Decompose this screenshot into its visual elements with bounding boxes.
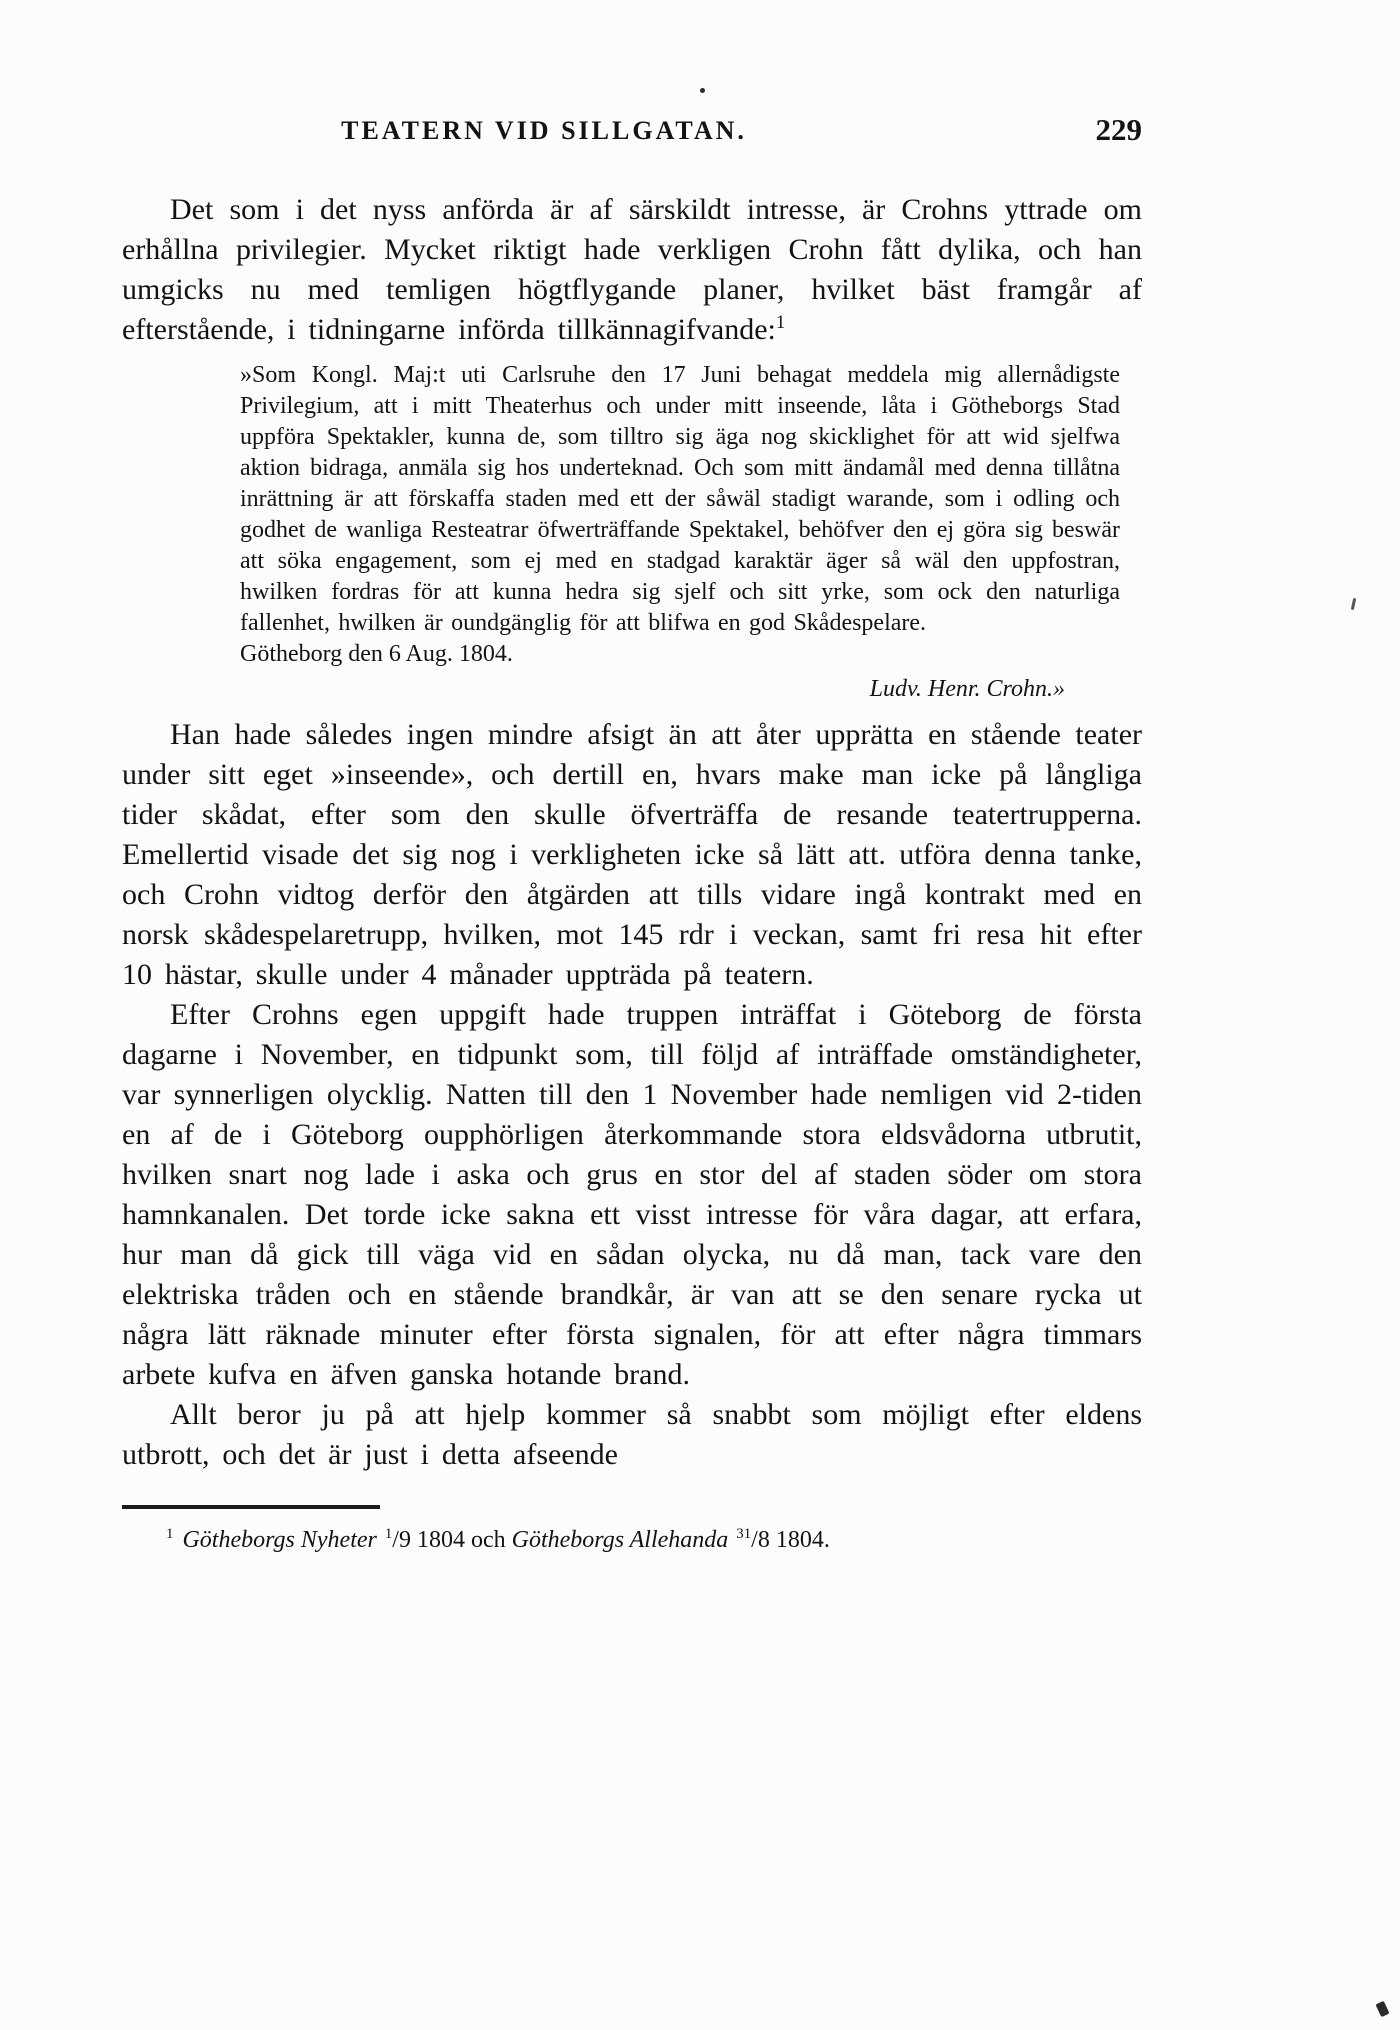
quote-dateline: Götheborg den 6 Aug. 1804. [240,641,513,667]
ink-speck [700,88,705,93]
page-header [122,112,1142,156]
footnote-date-text: /8 1804. [751,1527,830,1553]
footnote-text [122,1525,1142,1555]
privilege-announcement-quote [240,360,1120,705]
page-number: 229 [1095,112,1142,147]
paragraph-closing: Allt beror ju på att hjelp kommer så snabbt som möjligt efter eldens utbrott, och det är just i detta afseende [122,1398,1142,1471]
footnote-date-numerator: 1 [384,1526,393,1542]
quote-signature: Ludv. Henr. Crohn.» [869,676,1065,702]
footnote-work-title: Götheborgs Allehanda [511,1527,729,1553]
footnote-work-title: Götheborgs Nyheter [182,1527,377,1553]
footnote-marker: 1 [166,1526,174,1542]
footnote-date-text: /9 1804 och [392,1527,512,1553]
footnote-area [122,1505,1142,1555]
text-block [122,112,1142,1555]
paragraph-plans: Han hade således ingen mindre afsigt än att åter upprätta en stående teater under sitt eget »inseende», och dertill en, hvars make man icke på långliga tider skådat, efter som den skulle öfverträffa de resande teatertrupperna. Emellertid visade det sig nog i verkligheten icke så lätt att. utföra denna tanke, och Crohn vidtog derför den åtgärden att tills vidare ingå kontrakt med en norsk skådespelaretrupp, hvilken, mot 145 rdr i veckan, samt fri resa hit efter 10 hästar, skulle under 4 månader uppträda på teatern. [122,718,1142,991]
running-title: TEATERN VID SILLGATAN. [341,116,747,145]
ink-speck [1375,2001,1389,2017]
quote-body: »Som Kongl. Maj:t uti Carlsruhe den 17 Juni behagat meddela mig allernådigste Privilegium, att i mitt Theaterhus och under mitt inseende, låta i Götheborgs Stad uppföra Spektakler, kunna de, som tilltro sig äga nog skicklighet för att wid sjelfwa aktion bidraga, anmäla sig hos underteknad. Och som mitt ändamål med denna tillåtna inrättning är att förskaffa staden med ett der såwäl stadigt warande, som i odling och godhet de wanliga Resteatrar öfwerträffande Spektakel, behöfver den ej göra sig beswär att söka engagement, som ej med en stadgad karaktär äger så wäl den uppfostran, hwilken fordras för att kunna hedra sig sjelf och sitt yrke, som ock den naturliga fallenhet, hwilken är oundgänglig för att blifwa en god Skådespelare. [240,362,1120,636]
paragraph-intro [122,190,1142,350]
page-body [122,190,1142,1475]
ink-speck [1351,598,1356,610]
paragraph-fire: Efter Crohns egen uppgift hade truppen inträffat i Göteborg de första dagarne i November, en tidpunkt som, till följd af inträffade omständigheter, var synnerligen olycklig. Natten till den 1 November hade nemligen vid 2-tiden en af de i Göteborg oupphörligen återkommande stora eldsvådorna utbrutit, hvilken snart nog lade i aska och grus en stor del af staden söder om stora hamnkanalen. Det torde icke sakna ett visst intresse för våra dagar, att erfara, hur man då gick till väga vid en sådan olycka, nu då man, tack vare den elektriska tråden och en stående brandkår, är van att se den senare rycka ut några lätt räknade minuter efter första signalen, för att efter några timmars arbete kufva en äfven ganska hotande brand. [122,998,1142,1391]
paragraph-text: Det som i det nyss anförda är af särskildt intresse, är Crohns yttrade om erhållna privilegier. Mycket riktigt hade verkligen Crohn fått dylika, och han umgicks nu med temligen högtflygande planer, hvilket bäst framgår af efterstående, i tidningarne införda tillkännagifvande: [122,193,1142,346]
footnote-date-numerator: 31 [736,1526,752,1542]
footnote-rule [122,1505,380,1509]
footnote-reference: 1 [775,312,786,333]
